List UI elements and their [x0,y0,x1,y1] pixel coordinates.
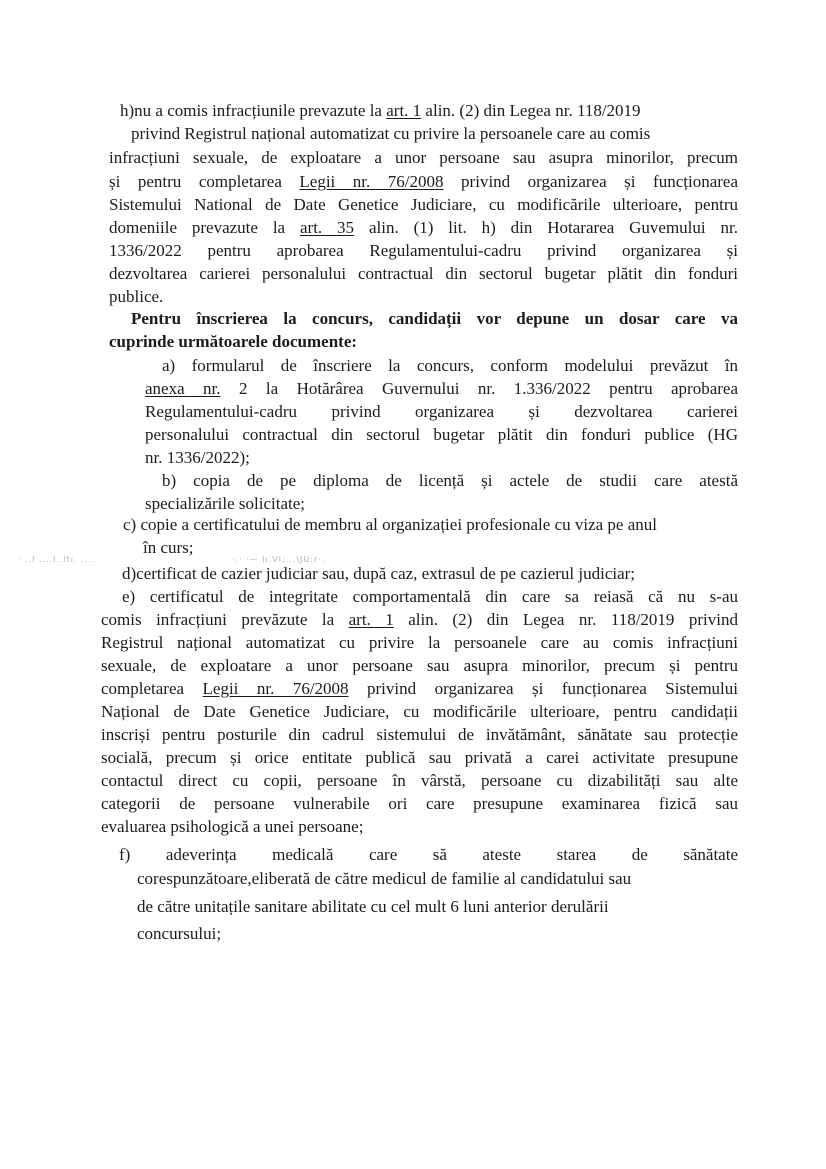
h-line-5: Sistemului National de Date Genetice Judiciare, cu modificările ulterioare, pentru [109,195,738,214]
link-legea-76-2008-e[interactable]: Legii nr. 76/2008 [202,679,349,698]
item-e-line-2: comis infracțiuni prevăzute la art. 1 alin. (2) din Legea nr. 118/2019 privind [101,610,738,629]
item-e-line-8: socială, precum și orice entitate publică sau privată a carei activitate presupune [101,748,738,767]
h-line-9: publice. [109,287,164,306]
link-art-1[interactable]: art. 1 [386,101,422,120]
link-art-1-e[interactable]: art. 1 [348,610,394,629]
intro-line-2: cuprinde următoarele documente: [109,332,358,351]
link-legea-76-2008[interactable]: Legii nr. 76/2008 [299,172,444,191]
item-e-line-5: completarea Legii nr. 76/2008 privind organizarea și funcționarea Sistemului [101,679,738,698]
item-a-line-5: nr. 1336/2022); [145,448,250,467]
h-line-7: 1336/2022 pentru aprobarea Regulamentului-cadru privind organizarea și [109,241,738,260]
h-line-6: domeniile prevazute la art. 35 alin. (1) lit. h) din Hotararea Guvemului nr. [109,218,738,237]
item-a-line-2: anexa nr. 2 la Hotărârea Guvernului nr. 1.336/2022 pentru aprobarea [145,379,738,398]
item-c-line-1: c) copie a certificatului de membru al organizației profesionale cu viza pe anul [123,515,657,534]
link-art-35[interactable]: art. 35 [299,218,355,237]
item-e-line-7: inscriși pentru posturile din cadrul sistemului de invătământ, sănătate sau protecție [101,725,738,744]
scan-artifact-right: ·.· ·— lı.Vl;...\JU:r·. [232,555,326,564]
item-f-line-3: de către unitațile sanitare abilitate cu cel mult 6 luni anterior derulării [137,897,609,916]
h-line-1: h)nu a comis infracțiunile prevazute la art. 1 alin. (2) din Legea nr. 118/2019 [120,101,641,120]
item-a-line-1: a) formularul de înscriere la concurs, conform modelului prevăzut în [162,356,738,375]
h-line-2: privind Registrul național automatizat cu privire la persoanele care au comis [131,124,651,143]
item-e-line-4: sexuale, de exploatare a unor persoane sau asupra minorilor, precum și pentru [101,656,738,675]
item-c-line-2: în curs; [143,538,194,557]
item-a-line-3: Regulamentului-cadru privind organizarea și dezvoltarea carierei [145,402,738,421]
h-line-3: infracțiuni sexuale, de exploatare a unor persoane sau asupra minorilor, precum [109,148,738,167]
scan-artifact-left: · ..l ....l..ltı. .... [18,555,96,564]
link-anexa-nr[interactable]: anexa nr. [145,379,221,398]
item-e-line-3: Registrul național automatizat cu privire la persoanele care au comis infracțiuni [101,633,738,652]
item-b-line-2: specializările solicitate; [145,494,306,513]
item-f-line-4: concursului; [137,924,222,943]
item-d-line-1: d)certificat de cazier judiciar sau, după caz, extrasul de pe cazierul judiciar; [122,564,636,583]
item-e-line-11: evaluarea psihologică a unei persoane; [101,817,364,836]
item-e-line-9: contactul direct cu copii, persoane în vârstă, persoane cu dizabilități sau alte [101,771,738,790]
h-line-8: dezvoltarea carierei personalului contractual din sectorul bugetar plătit din fonduri [109,264,738,283]
item-f-line-1: f) adeverința medicală care să ateste starea de sănătate [119,845,738,864]
intro-line-1: Pentru înscrierea la concurs, candidații vor depune un dosar care va [131,309,738,328]
item-f-line-2: corespunzătoare,eliberată de către medicul de familie al candidatului sau [137,869,632,888]
item-b-line-1: b) copia de pe diploma de licență și actele de studii care atestă [162,471,738,490]
item-a-line-4: personalului contractual din sectorul bugetar plătit din fonduri publice (HG [145,425,738,444]
item-e-line-10: categorii de persoane vulnerabile ori care presupune examinarea fizică sau [101,794,738,813]
item-e-line-6: Național de Date Genetice Judiciare, cu modificările ulterioare, pentru candidații [101,702,738,721]
item-e-line-1: e) certificatul de integritate comportamentală din care sa reiasă că nu s-au [122,587,738,606]
h-line-4: și pentru completarea Legii nr. 76/2008 privind organizarea și funcționarea [109,172,738,191]
